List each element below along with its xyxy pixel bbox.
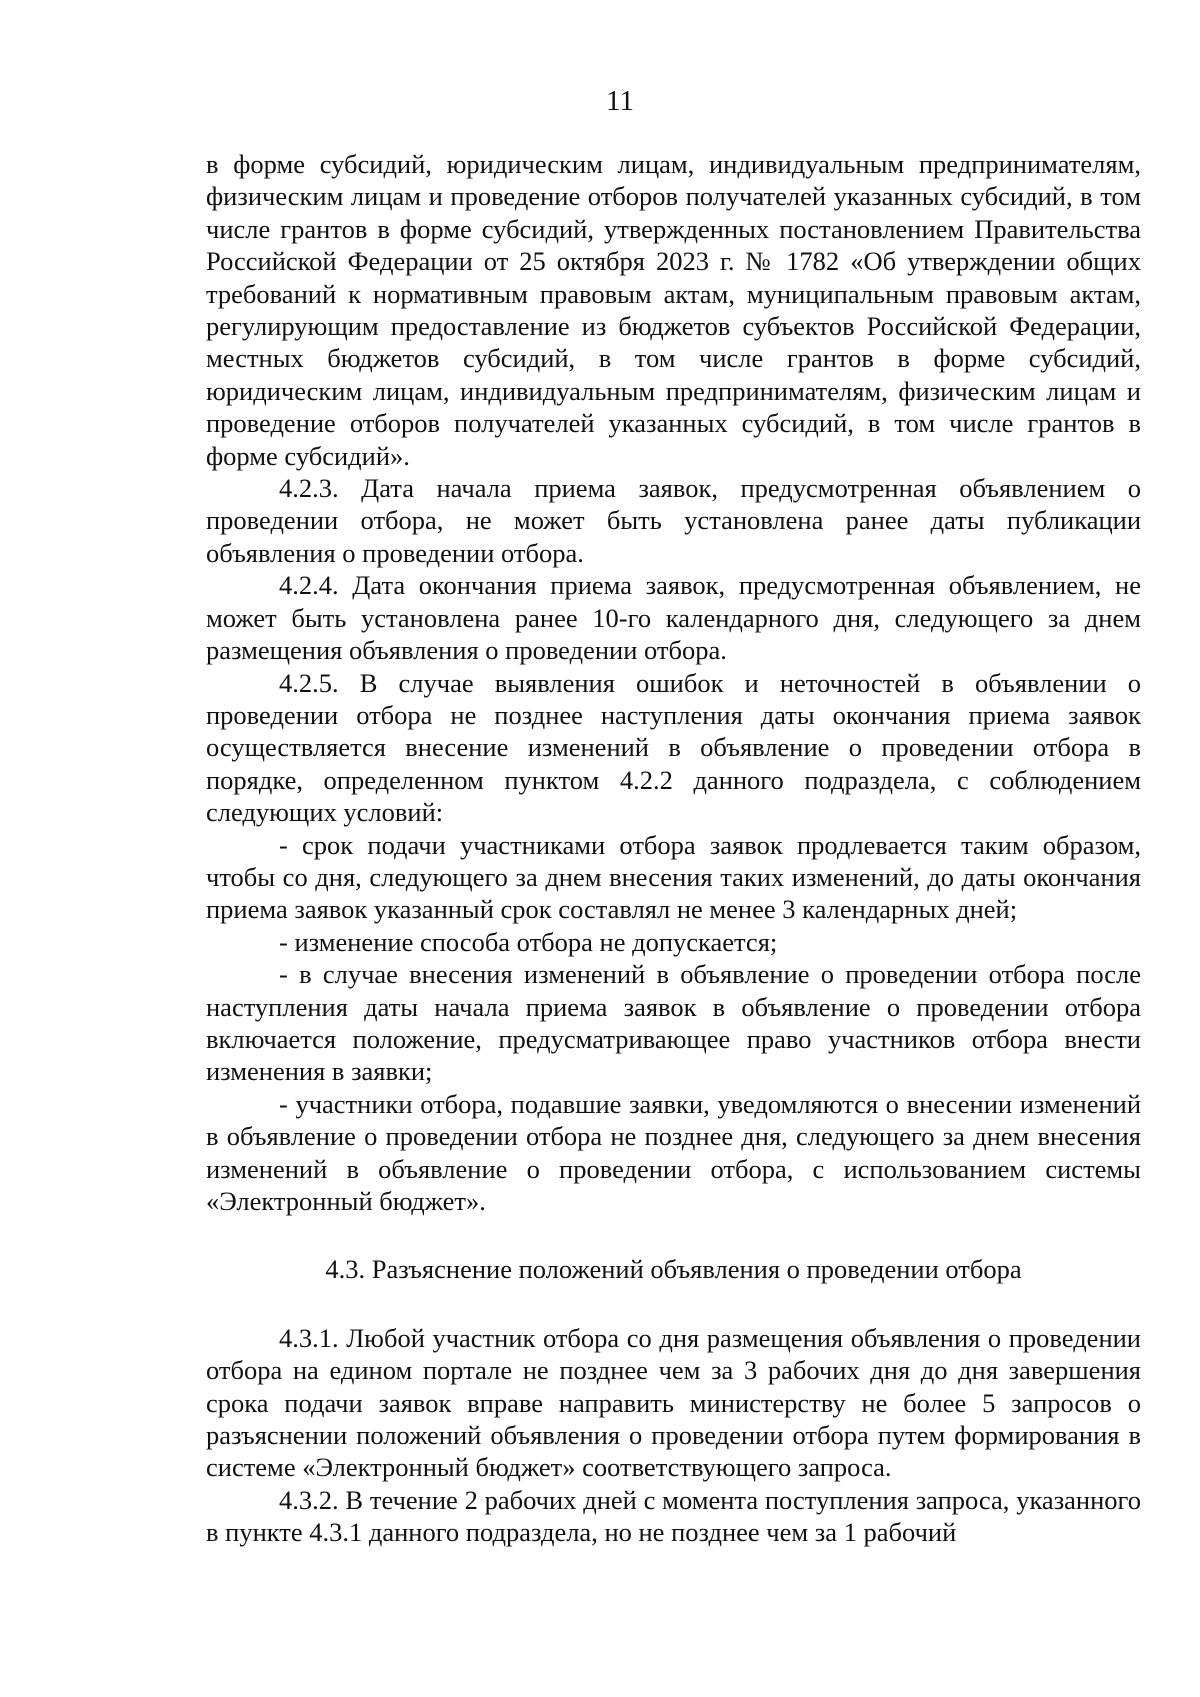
list-item-condition-4: - участники отбора, подавшие заявки, уведомляются о внесении изменений в объявление о проведении отбора не позднее дня, следующего за днем внесения изменений в объявление о проведении отбора, с использованием системы «Электронный бюджет». [206, 1088, 1141, 1216]
list-item-condition-3: - в случае внесения изменений в объявление о проведении отбора после наступления даты начала приема заявок в объявление о проведении отбора включается положение, предусматривающее право участников отбора внести изменения в заявки; [206, 959, 1141, 1087]
document-body [206, 148, 1141, 1549]
list-item-condition-1: - срок подачи участниками отбора заявок продлевается таким образом, чтобы со дня, следующего за днем внесения таких изменений, до даты окончания приема заявок указанный срок составлял не менее 3 календарных дней; [206, 829, 1141, 925]
paragraph-continuation: в форме субсидий, юридическим лицам, индивидуальным предпринимателям, физическим лицам и проведение отборов получателей указанных субсидий, в том числе грантов в форме субсидий, утвержденных постановлением Правительства Российской Федерации от 25 октября 2023 г. № 1782 «Об утверждении общих требований к нормативным правовым актам, муниципальным правовым актам, регулирующим предоставление из бюджетов субъектов Российской Федерации, местных бюджетов субсидий, в том числе грантов в форме субсидий, юридическим лицам, индивидуальным предпринимателям, физическим лицам и проведение отборов получателей указанных субсидий, в том числе грантов в форме субсидий». [206, 149, 1141, 471]
paragraph-4-2-5: 4.2.5. В случае выявления ошибок и неточностей в объявлении о проведении отбора не позднее наступления даты окончания приема заявок осуществляется внесение изменений в объявление о проведении отбора в порядке, определенном пунктом 4.2.2 данного подраздела, с соблюдением следующих условий: [206, 667, 1141, 828]
paragraph-4-2-4: 4.2.4. Дата окончания приема заявок, предусмотренная объявлением, не может быть установлена ранее 10-го календарного дня, следующего за днем размещения объявления о проведении отбора. [206, 570, 1141, 666]
paragraph-4-3-1: 4.3.1. Любой участник отбора со дня размещения объявления о проведении отбора на едином портале не позднее чем за 3 рабочих дня до дня завершения срока подачи заявок вправе направить министерству не более 5 запросов о разъяснении положений объявления о проведении отбора путем формирования в системе «Электронный бюджет» соответствующего запроса. [206, 1322, 1141, 1483]
list-item-condition-2: - изменение способа отбора не допускается; [279, 926, 778, 957]
paragraph-4-3-2: 4.3.2. В течение 2 рабочих дней с момента поступления запроса, указанного в пункте 4.3.1 данного подраздела, но не позднее чем за 1 рабочий [206, 1484, 1141, 1548]
section-heading-4-3: 4.3. Разъяснение положений объявления о проведении отбора [325, 1254, 1022, 1285]
page-number: 11 [606, 85, 634, 117]
paragraph-4-2-3: 4.2.3. Дата начала приема заявок, предусмотренная объявлением о проведении отбора, не может быть установлена ранее даты публикации объявления о проведении отбора. [206, 473, 1141, 568]
